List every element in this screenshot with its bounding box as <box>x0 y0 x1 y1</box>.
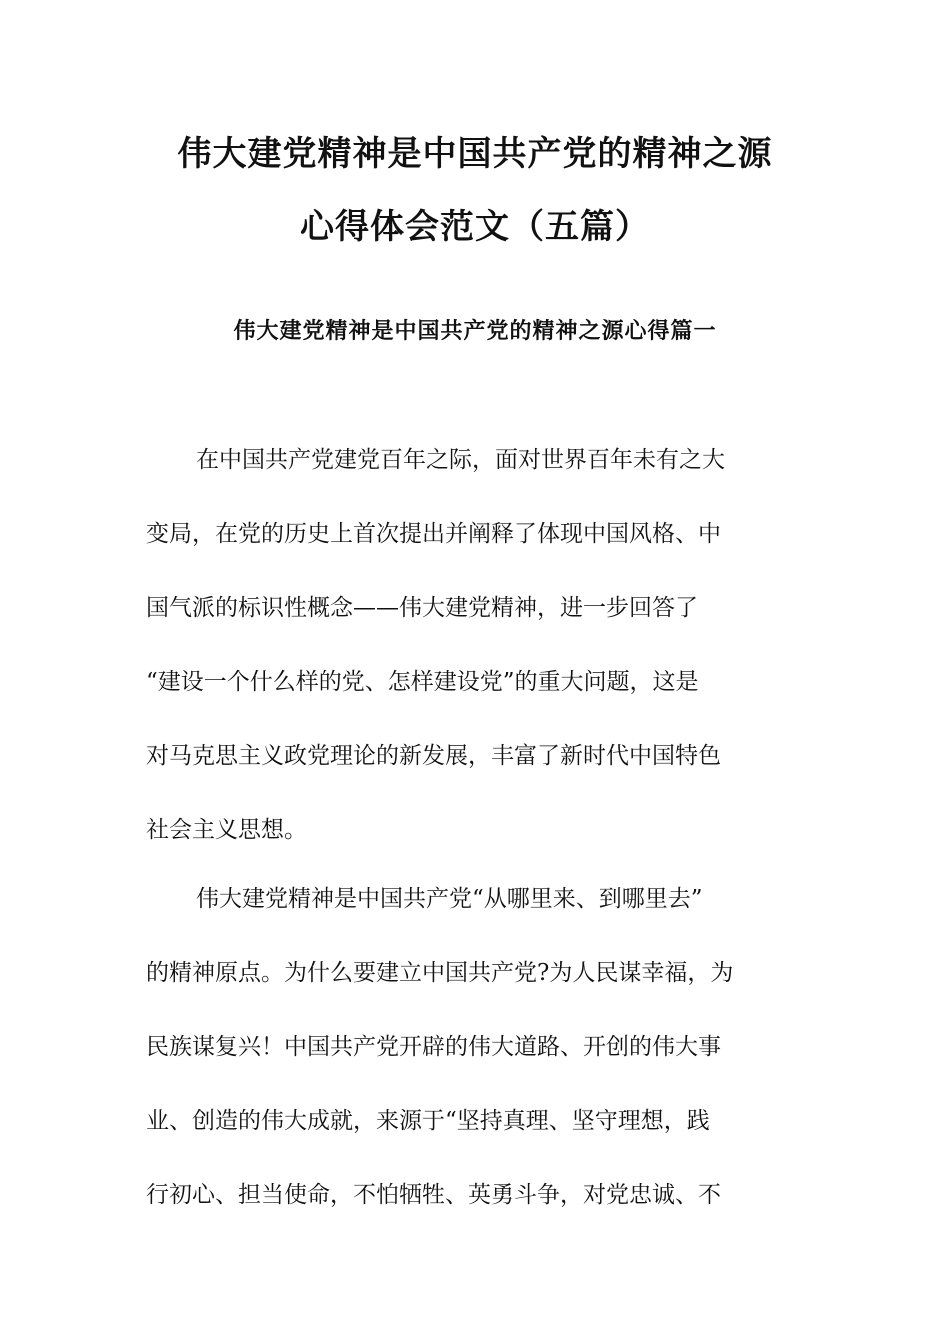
document-title-line-1: 伟大建党精神是中国共产党的精神之源 <box>177 134 773 174</box>
document-title-line-2: 心得体会范文（五篇） <box>300 207 650 247</box>
body-line: 在中国共产党建党百年之际，面对世界百年未有之大 <box>196 447 725 473</box>
body-line: 伟大建党精神是中国共产党“从哪里来、到哪里去” <box>196 886 703 912</box>
body-line: 变局，在党的历史上首次提出并阐释了体现中国风格、中 <box>146 521 721 547</box>
body-line: 民族谋复兴！中国共产党开辟的伟大道路、开创的伟大事 <box>146 1034 721 1060</box>
body-line: 的精神原点。为什么要建立中国共产党?为人民谋幸福，为 <box>146 960 734 986</box>
body-line: 社会主义思想。 <box>146 817 307 843</box>
body-line: “建设一个什么样的党、怎样建设党”的重大问题，这是 <box>146 669 699 695</box>
section-heading: 伟大建党精神是中国共产党的精神之源心得篇一 <box>233 318 717 344</box>
body-line: 国气派的标识性概念——伟大建党精神，进一步回答了 <box>146 595 698 621</box>
body-line: 业、创造的伟大成就，来源于“坚持真理、坚守理想，践 <box>146 1108 710 1134</box>
body-line: 行初心、担当使命，不怕牺牲、英勇斗争，对党忠诚、不 <box>146 1182 721 1208</box>
body-line: 对马克思主义政党理论的新发展，丰富了新时代中国特色 <box>146 743 721 769</box>
